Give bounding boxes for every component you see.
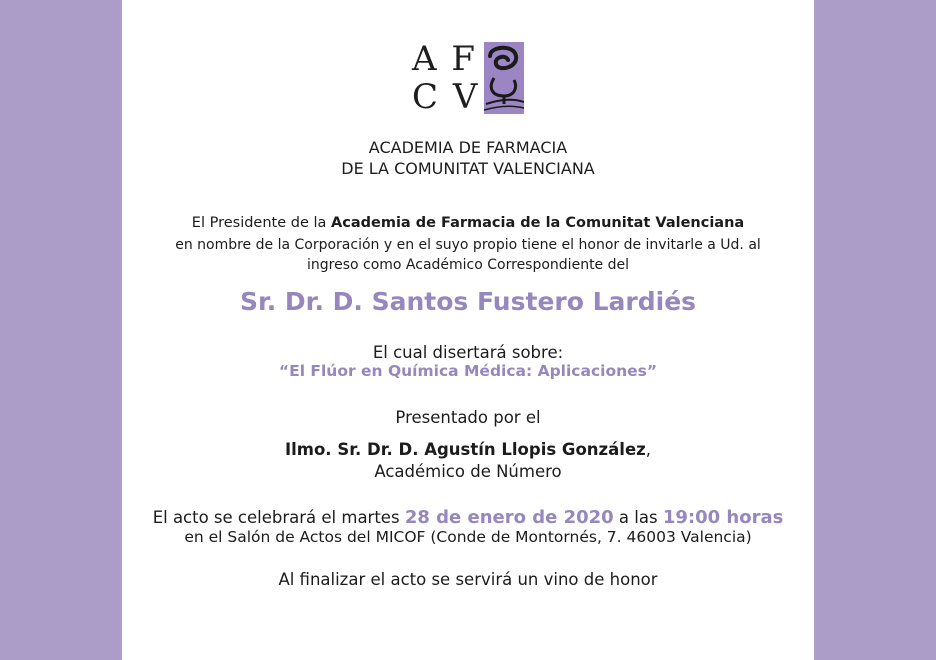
presenter-role: Académico de Número <box>374 462 562 481</box>
intro-line1 <box>122 214 814 233</box>
academy-logo <box>412 40 526 116</box>
logo-letters-top: A F <box>412 39 477 79</box>
event-place: en el Salón de Actos del MICOF (Conde de Montornés, 7. 46003 Valencia) <box>184 528 752 546</box>
event-date: 28 de enero de 2020 <box>404 507 614 528</box>
event-closing: Al finalizar el acto se servirá un vino de honor <box>278 570 658 589</box>
event-datetime-line <box>122 507 814 528</box>
logo-letters-bottom: C V <box>412 77 480 117</box>
lecture-title: “El Flúor en Química Médica: Aplicaciones” <box>278 362 658 380</box>
event-time: 19:00 horas <box>662 507 784 528</box>
academy-name-line2: DE LA COMUNITAT VALENCIANA <box>341 159 595 178</box>
intro-academy-bold: Academia de Farmacia de la Comunitat Valenciana <box>331 215 745 231</box>
presenter-name: Ilmo. Sr. Dr. D. Agustín Llopis González <box>284 440 646 459</box>
invitation-card <box>122 0 814 660</box>
event-lead: El acto se celebrará el martes <box>152 508 405 527</box>
intro-lead: El Presidente de la <box>191 215 332 231</box>
event-mid: a las <box>613 508 663 527</box>
lecture-label: El cual disertará sobre: <box>372 343 564 362</box>
logo-color-block <box>484 42 524 114</box>
presenter-comma: , <box>645 440 651 459</box>
intro-line2: en nombre de la Corporación y en el suyo propio tiene el honor de invitarle a Ud. al <box>175 237 761 253</box>
intro-line3: ingreso como Académico Correspondiente del <box>306 257 630 273</box>
honoree-name: Sr. Dr. D. Santos Fustero Lardiés <box>239 287 697 316</box>
presenter-name-line <box>122 439 814 460</box>
presenter-label: Presentado por el <box>395 408 541 427</box>
academy-name-line1: ACADEMIA DE FARMACIA <box>368 138 568 157</box>
pharmacy-serpent-chalice-icon <box>484 42 524 114</box>
